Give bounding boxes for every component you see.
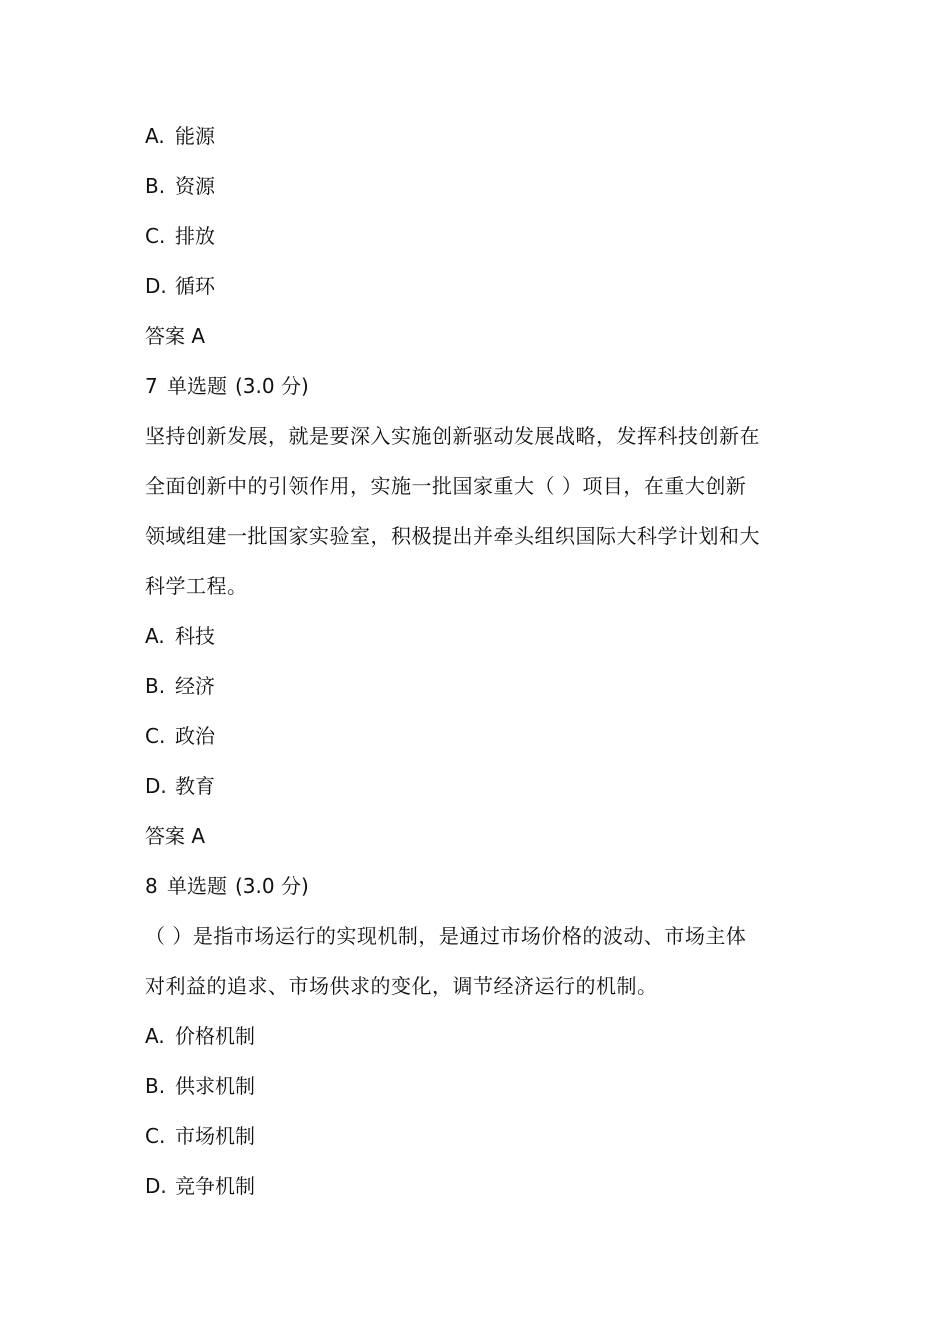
- option-a: [145, 1011, 815, 1061]
- option-b: [145, 1061, 815, 1111]
- option-b: [145, 661, 815, 711]
- question-number: 8: [145, 874, 158, 898]
- option-d: [145, 261, 815, 311]
- option-text: 排放: [175, 224, 215, 248]
- option-letter: A.: [145, 124, 165, 148]
- question-stem-line: 领域组建一批国家实验室，积极提出并牵头组织国际大科学计划和大: [145, 524, 760, 548]
- option-text: 资源: [175, 174, 215, 198]
- question-stem-line: 科学工程。: [145, 574, 248, 598]
- option-text: 政治: [175, 724, 215, 748]
- option-a: [145, 611, 815, 661]
- option-text: 科技: [175, 624, 215, 648]
- option-letter: B.: [145, 1074, 166, 1098]
- option-text: 供求机制: [175, 1074, 255, 1098]
- question-score: (3.0 分): [235, 874, 309, 898]
- question-stem-line: 全面创新中的引领作用，实施一批国家重大（ ）项目，在重大创新: [145, 474, 747, 498]
- option-d: [145, 1161, 815, 1211]
- question-stem-line: （ ）是指市场运行的实现机制，是通过市场价格的波动、市场主体: [145, 924, 747, 948]
- question-header: [145, 361, 815, 411]
- option-text: 教育: [175, 774, 215, 798]
- option-a: [145, 111, 815, 161]
- question-stem-line: 对利益的追求、市场供求的变化，调节经济运行的机制。: [145, 974, 658, 998]
- option-b: [145, 161, 815, 211]
- option-letter: B.: [145, 674, 166, 698]
- option-letter: C.: [145, 1124, 166, 1148]
- option-text: 竞争机制: [175, 1174, 255, 1198]
- option-text: 市场机制: [175, 1124, 255, 1148]
- option-d: [145, 761, 815, 811]
- option-text: 经济: [175, 674, 215, 698]
- question-score: (3.0 分): [235, 374, 309, 398]
- question-stem-line: 坚持创新发展，就是要深入实施创新驱动发展战略，发挥科技创新在: [145, 424, 760, 448]
- option-text: 价格机制: [175, 1024, 255, 1048]
- question-number: 7: [145, 374, 158, 398]
- option-letter: D.: [145, 774, 167, 798]
- option-text: 循环: [175, 274, 215, 298]
- option-letter: C.: [145, 224, 166, 248]
- option-letter: A.: [145, 1024, 165, 1048]
- option-c: [145, 711, 815, 761]
- option-letter: B.: [145, 174, 166, 198]
- question-header: [145, 861, 815, 911]
- answer-line: 答案 A: [145, 824, 206, 848]
- option-text: 能源: [175, 124, 215, 148]
- question-type: 单选题: [167, 374, 227, 398]
- option-letter: D.: [145, 274, 167, 298]
- option-letter: D.: [145, 1174, 167, 1198]
- document-page: [145, 111, 815, 1211]
- question-type: 单选题: [167, 874, 227, 898]
- option-c: [145, 1111, 815, 1161]
- option-letter: C.: [145, 724, 166, 748]
- answer-line: 答案 A: [145, 324, 206, 348]
- option-c: [145, 211, 815, 261]
- option-letter: A.: [145, 624, 165, 648]
